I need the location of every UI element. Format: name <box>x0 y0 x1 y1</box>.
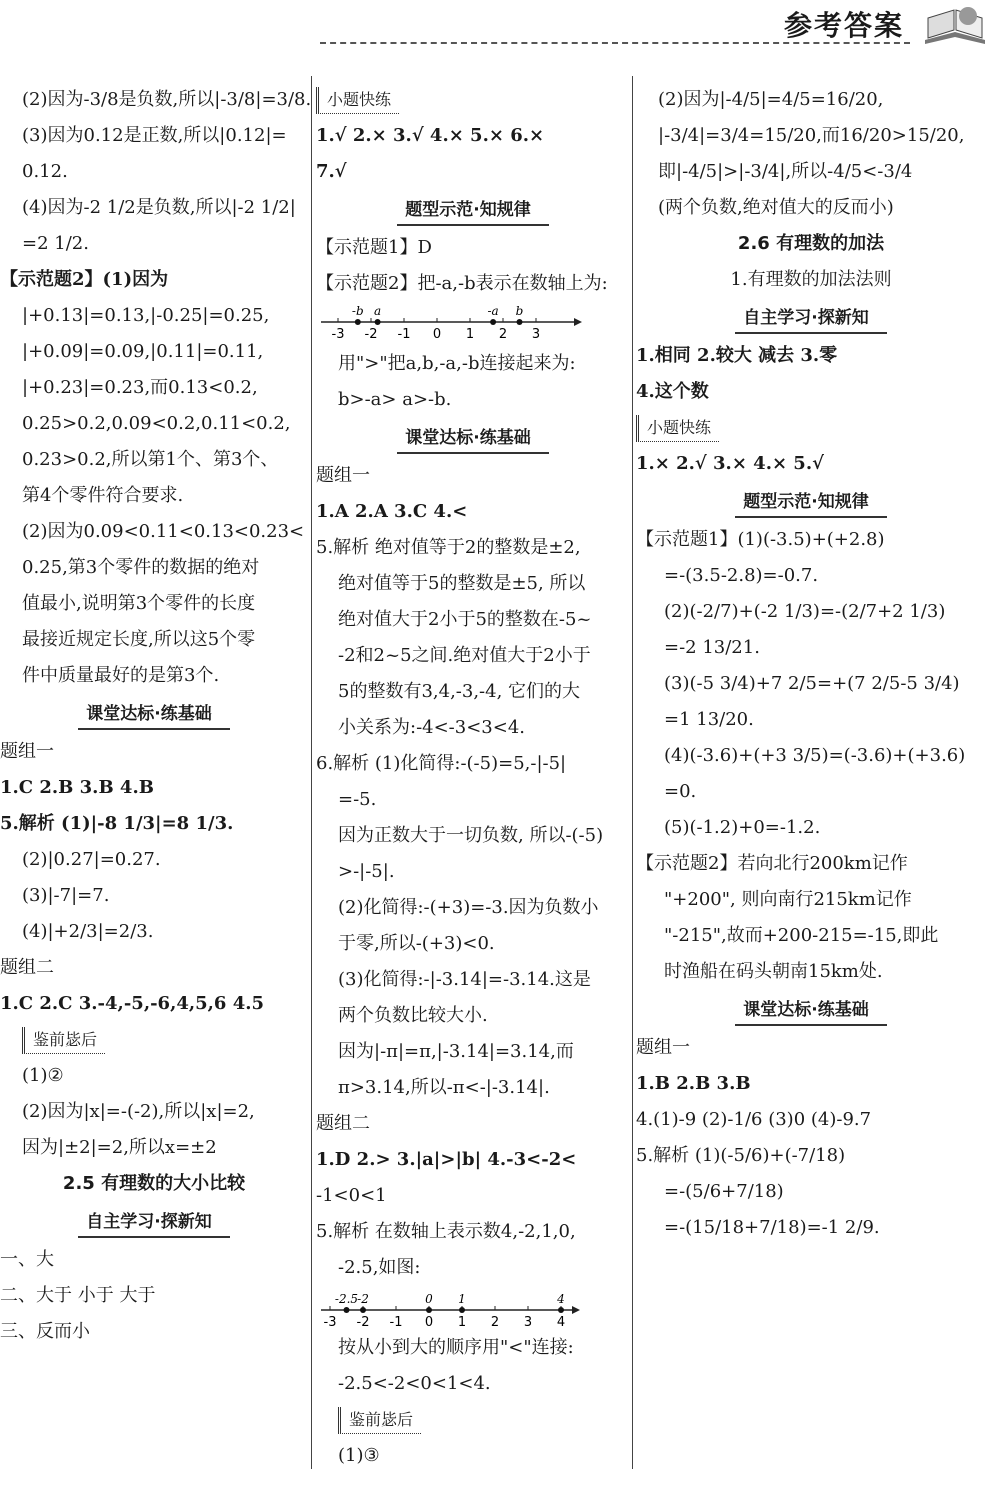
text-line: 件中质量最好的是第3个. <box>22 665 220 686</box>
text-line: (2)因为-3/8是负数,所以|-3/8|=3/8. <box>22 89 312 110</box>
answer-line: 7.√ <box>316 161 347 182</box>
text-line: =-(5/6+7/18) <box>664 1181 784 1202</box>
text-line: 6.解析 (1)化简得:-(-5)=5,-|-5| <box>316 753 567 774</box>
column-divider <box>632 76 633 1469</box>
text-line: 0.25>0.2,0.09<0.2,0.11<0.2, <box>22 413 291 434</box>
text-line: 一、大 <box>0 1249 54 1270</box>
text-line: -2.5<-2<0<1<4. <box>338 1373 491 1394</box>
text-line: 两个负数比较大小. <box>338 1005 488 1026</box>
text-line: (2)因为0.09<0.11<0.13<0.23< <box>22 521 305 542</box>
text-line: (2)因为|x|=-(-2),所以|x|=2, <box>22 1101 255 1122</box>
text-line: (4)因为-2 1/2是负数,所以|-2 1/2| <box>22 197 296 218</box>
number-line-tick-label: 2 <box>498 327 508 342</box>
number-line-tick-label: 3 <box>531 327 541 342</box>
answer-column-2 <box>316 82 630 1474</box>
text-line: -2.5,如图: <box>338 1257 421 1278</box>
group-label: 题组一 <box>636 1037 690 1058</box>
text-line: 5.解析 (1)(-5/6)+(-7/18) <box>636 1145 846 1166</box>
section-banner: 课堂达标·练基础 <box>0 696 308 732</box>
section-banner: 题型示范·知规律 <box>316 192 630 228</box>
text-line: (1)② <box>22 1065 64 1086</box>
text-line: 绝对值等于5的整数是±5, 所以 <box>338 573 586 594</box>
number-line-tick-label: -1 <box>389 1315 403 1330</box>
column-divider <box>311 76 312 1469</box>
number-line-tick-label: -2 <box>356 1315 370 1330</box>
text-line: 最接近规定长度,所以这5个零 <box>22 629 256 650</box>
text-line: (4)(-3.6)+(+3 3/5)=(-3.6)+(+3.6) <box>664 745 966 766</box>
number-line-tick-label: 0 <box>432 327 442 342</box>
answer-line: 5.解析 (1)|-8 1/3|=8 1/3. <box>0 813 234 834</box>
example-heading: 【示范题2】若向北行200km记作 <box>636 853 908 874</box>
text-line: (2)因为|-4/5|=4/5=16/20, <box>658 89 884 110</box>
answer-line: 1.√ 2.× 3.√ 4.× 5.× 6.× <box>316 125 545 146</box>
text-line: 0.12. <box>22 161 68 182</box>
number-line-point <box>355 319 361 325</box>
review-tag: 鉴前毖后 <box>338 1407 421 1434</box>
text-line: 第4个零件符合要求. <box>22 485 184 506</box>
number-line-point-label: -2.5 <box>334 1292 359 1306</box>
text-line: (1)③ <box>338 1445 380 1466</box>
number-line-2 <box>316 1286 630 1330</box>
number-line-tick-label: -3 <box>331 327 345 342</box>
review-tag: 鉴前毖后 <box>22 1027 105 1054</box>
number-line-tick-label: -2 <box>364 327 378 342</box>
text-line: (4)|+2/3|=2/3. <box>22 921 154 942</box>
text-line: 于零,所以-(+3)<0. <box>338 933 495 954</box>
text-line: >-|-5|. <box>338 861 395 882</box>
text-line: 绝对值大于2小于5的整数在-5~ <box>338 609 592 630</box>
number-line-tick-label: 1 <box>465 327 475 342</box>
text-line: 小关系为:-4<-3<3<4. <box>338 717 526 738</box>
text-line: |+0.23|=0.23,而0.13<0.2, <box>22 377 258 398</box>
text-line: 用">"把a,b,-a,-b连接起来为: <box>338 353 576 374</box>
text-line: =0. <box>664 781 697 802</box>
text-line: 二、大于 小于 大于 <box>0 1285 156 1306</box>
text-line: =-2 13/21. <box>664 637 760 658</box>
number-line-tick-label: 0 <box>424 1315 434 1330</box>
section-banner: 课堂达标·练基础 <box>636 992 986 1028</box>
text-line: 5.解析 在数轴上表示数4,-2,1,0, <box>316 1221 576 1242</box>
group-label: 题组二 <box>316 1113 370 1134</box>
answer-line: 4.这个数 <box>636 381 709 402</box>
text-line: 时渔船在码头朝南15km处. <box>664 961 883 982</box>
number-line-tick-label: -1 <box>397 327 411 342</box>
number-line-point-label: -2 <box>357 1292 369 1306</box>
answer-column-3 <box>636 82 986 1246</box>
text-line: (两个负数,绝对值大的反而小) <box>658 197 894 218</box>
number-line-point <box>490 319 496 325</box>
answer-line: 1.C 2.C 3.-4,-5,-6,4,5,6 4.5 <box>0 993 265 1014</box>
text-line: |+0.13|=0.13,|-0.25|=0.25, <box>22 305 270 326</box>
text-line: |+0.09|=0.09,|0.11|=0.11, <box>22 341 264 362</box>
text-line: -1<0<1 <box>316 1185 387 1206</box>
number-line-point <box>459 1307 465 1313</box>
text-line: 值最小,说明第3个零件的长度 <box>22 593 256 614</box>
text-line: =1 13/20. <box>664 709 754 730</box>
text-line: (3)因为0.12是正数,所以|0.12|= <box>22 125 287 146</box>
text-line: 5的整数有3,4,-3,-4, 它们的大 <box>338 681 581 702</box>
text-line: 三、反而小 <box>0 1321 90 1342</box>
number-line-point <box>375 319 381 325</box>
text-line: =-5. <box>338 789 377 810</box>
number-line-point-label: -b <box>351 304 364 318</box>
page-header <box>0 0 1000 48</box>
text-line: =2 1/2. <box>22 233 89 254</box>
subsection-title: 1.有理数的加法法则 <box>730 269 892 290</box>
number-line-point <box>517 319 523 325</box>
number-line-point-label: -a <box>487 304 499 318</box>
section-title: 2.5 有理数的大小比较 <box>62 1173 246 1194</box>
text-line: π>3.14,所以-π<-|-3.14|. <box>338 1077 550 1098</box>
text-line: "-215",故而+200-215=-15,即此 <box>664 925 939 946</box>
text-line: =-(3.5-2.8)=-0.7. <box>664 565 819 586</box>
text-line: (2)化简得:-(+3)=-3.因为负数小 <box>338 897 599 918</box>
group-label: 题组二 <box>0 957 54 978</box>
section-banner: 课堂达标·练基础 <box>316 420 630 456</box>
text-line: (2)|0.27|=0.27. <box>22 849 161 870</box>
answer-line: 4.(1)-9 (2)-1/6 (3)0 (4)-9.7 <box>636 1109 872 1130</box>
text-line: 0.25,第3个零件的数据的绝对 <box>22 557 260 578</box>
page-title: 参考答案 <box>783 9 904 42</box>
number-line-point <box>558 1307 564 1313</box>
number-line-point <box>344 1307 350 1313</box>
text-line: 因为|±2|=2,所以x=±2 <box>22 1137 217 1158</box>
text-line: -2和2~5之间.绝对值大于2小于 <box>338 645 591 666</box>
answer-line: 1.D 2.> 3.|a|>|b| 4.-3<-2< <box>316 1149 577 1170</box>
number-line-point-label: 4 <box>557 1292 565 1306</box>
section-banner: 自主学习·探新知 <box>636 300 986 336</box>
text-line: (3)化简得:-|-3.14|=-3.14.这是 <box>338 969 591 990</box>
text-line: (2)(-2/7)+(-2 1/3)=-(2/7+2 1/3) <box>664 601 946 622</box>
text-line: 按从小到大的顺序用"<"连接: <box>338 1337 574 1358</box>
number-line-point <box>360 1307 366 1313</box>
number-line-point <box>426 1307 432 1313</box>
text-line: 因为|-π|=π,|-3.14|=3.14,而 <box>338 1041 574 1062</box>
example-heading: 【示范题1】(1)(-3.5)+(+2.8) <box>636 529 885 550</box>
header-divider <box>320 42 910 44</box>
group-label: 题组一 <box>316 465 370 486</box>
text-line: 5.解析 绝对值等于2的整数是±2, <box>316 537 581 558</box>
answer-line: 1.A 2.A 3.C 4.< <box>316 501 468 522</box>
text-line: (3)|-7|=7. <box>22 885 110 906</box>
text-line: (3)(-5 3/4)+7 2/5=+(7 2/5-5 3/4) <box>664 673 960 694</box>
example-heading: 【示范题2】把-a,-b表示在数轴上为: <box>316 273 608 294</box>
text-line: "+200", 则向南行215km记作 <box>664 889 912 910</box>
text-line: =-(15/18+7/18)=-1 2/9. <box>664 1217 880 1238</box>
book-icon <box>920 2 990 46</box>
number-line-point-label: b <box>515 304 524 318</box>
number-line-tick-label: 3 <box>523 1315 533 1330</box>
answer-line: 1.B 2.B 3.B <box>636 1073 751 1094</box>
number-line-point-label: 0 <box>425 1292 433 1306</box>
quick-practice-tag: 小题快练 <box>316 87 399 114</box>
example-heading: 【示范题1】D <box>316 237 432 258</box>
number-line-point-label: 1 <box>458 1292 466 1306</box>
answer-line: 1.C 2.B 3.B 4.B <box>0 777 154 798</box>
section-title: 2.6 有理数的加法 <box>737 233 885 254</box>
text-line: b>-a> a>-b. <box>338 389 452 410</box>
number-line-tick-label: 4 <box>556 1315 566 1330</box>
section-banner: 自主学习·探新知 <box>0 1204 308 1240</box>
number-line-point-label: a <box>374 304 382 318</box>
text-line: 因为正数大于一切负数, 所以-(-5) <box>338 825 604 846</box>
number-line-tick-label: 1 <box>457 1315 467 1330</box>
answer-line: 1.相同 2.较大 减去 3.零 <box>636 345 838 366</box>
number-line-tick-label: -3 <box>323 1315 337 1330</box>
number-line-1 <box>316 302 630 346</box>
quick-practice-tag: 小题快练 <box>636 415 719 442</box>
text-line: 0.23>0.2,所以第1个、第3个、 <box>22 449 279 470</box>
number-line-tick-label: 2 <box>490 1315 500 1330</box>
text-line: (5)(-1.2)+0=-1.2. <box>664 817 821 838</box>
answer-line: 1.× 2.√ 3.× 4.× 5.√ <box>636 453 824 474</box>
text-line: 即|-4/5|>|-3/4|,所以-4/5<-3/4 <box>658 161 913 182</box>
section-banner: 题型示范·知规律 <box>636 484 986 520</box>
answer-column-1 <box>0 82 312 1350</box>
text-line: |-3/4|=3/4=15/20,而16/20>15/20, <box>658 125 965 146</box>
group-label: 题组一 <box>0 741 54 762</box>
example-heading: 【示范题2】(1)因为 <box>0 269 169 290</box>
